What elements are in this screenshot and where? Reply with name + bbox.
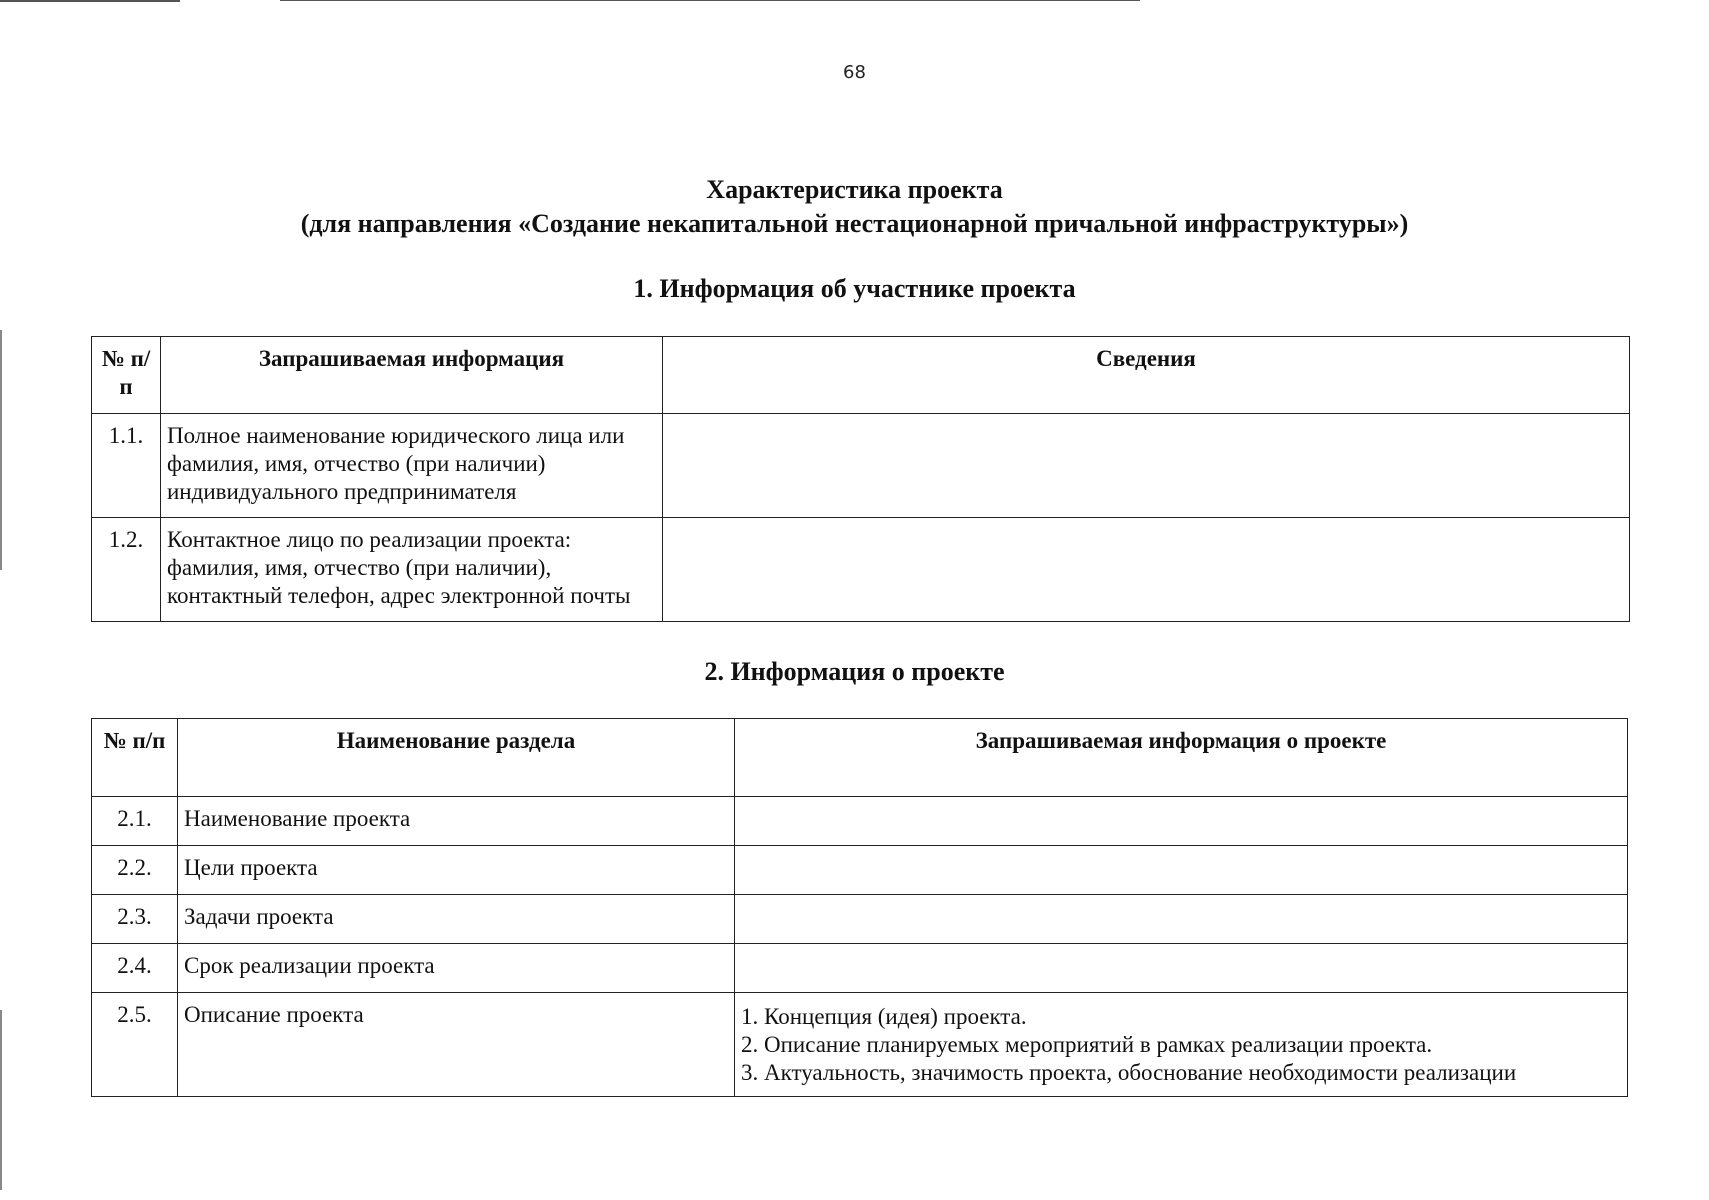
- row-number: 1.2.: [92, 518, 161, 622]
- row-section-name: Цели проекта: [178, 846, 735, 895]
- table-row: [92, 993, 1628, 1097]
- row-number: 2.5.: [92, 993, 178, 1097]
- project-info-table: [91, 718, 1628, 1097]
- participant-info-table: [91, 336, 1630, 622]
- description-item: 1. Концепция (идея) проекта.: [741, 1004, 1027, 1029]
- row-number: 2.3.: [92, 895, 178, 944]
- row-project-description: [735, 993, 1628, 1097]
- document-title: Характеристика проекта: [706, 175, 1003, 204]
- table-row: [92, 944, 1628, 993]
- row-requested-info: Контактное лицо по реализации проекта: фамилия, имя, отчество (при наличии), контактный телефон, адрес электронной почты: [161, 518, 663, 622]
- header-details: Сведения: [663, 337, 1630, 414]
- header-num: № п/п: [92, 719, 178, 797]
- row-number: 1.1.: [92, 414, 161, 518]
- row-section-name: Срок реализации проекта: [178, 944, 735, 993]
- row-details-field[interactable]: [663, 414, 1630, 518]
- row-number: 2.4.: [92, 944, 178, 993]
- section-2-heading: 2. Информация о проекте: [704, 657, 1005, 686]
- row-section-name: Наименование проекта: [178, 797, 735, 846]
- scan-edge-left: [0, 330, 2, 570]
- page-number: 68: [843, 62, 866, 83]
- header-requested-info: Запрашиваемая информация: [161, 337, 663, 414]
- table-row: [92, 518, 1630, 622]
- header-num: № п/п: [92, 337, 161, 414]
- row-number: 2.2.: [92, 846, 178, 895]
- header-project-info: Запрашиваемая информация о проекте: [735, 719, 1628, 797]
- row-project-info-field[interactable]: [735, 797, 1628, 846]
- scan-edge-left: [0, 1010, 2, 1190]
- row-project-info-field[interactable]: [735, 895, 1628, 944]
- section-1-heading: 1. Информация об участнике проекта: [633, 274, 1076, 303]
- table-row: [92, 797, 1628, 846]
- row-section-name: Описание проекта: [178, 993, 735, 1097]
- row-section-name: Задачи проекта: [178, 895, 735, 944]
- row-requested-info: Полное наименование юридического лица или фамилия, имя, отчество (при наличии) индивидуального предпринимателя: [161, 414, 663, 518]
- scan-edge-top: [280, 0, 1140, 1]
- table-row: [92, 895, 1628, 944]
- table-row: [92, 414, 1630, 518]
- scan-edge-top: [0, 0, 180, 2]
- document-subtitle: (для направления «Создание некапитальной нестационарной причальной инфраструктуры»): [300, 209, 1409, 238]
- table-header-row: [92, 719, 1628, 797]
- table-row: [92, 846, 1628, 895]
- table-header-row: [92, 337, 1630, 414]
- row-project-info-field[interactable]: [735, 944, 1628, 993]
- row-number: 2.1.: [92, 797, 178, 846]
- description-item: 3. Актуальность, значимость проекта, обоснование необходимости реализации: [741, 1060, 1517, 1085]
- description-item: 2. Описание планируемых мероприятий в рамках реализации проекта.: [741, 1032, 1433, 1057]
- header-section-name: Наименование раздела: [178, 719, 735, 797]
- row-project-info-field[interactable]: [735, 846, 1628, 895]
- row-details-field[interactable]: [663, 518, 1630, 622]
